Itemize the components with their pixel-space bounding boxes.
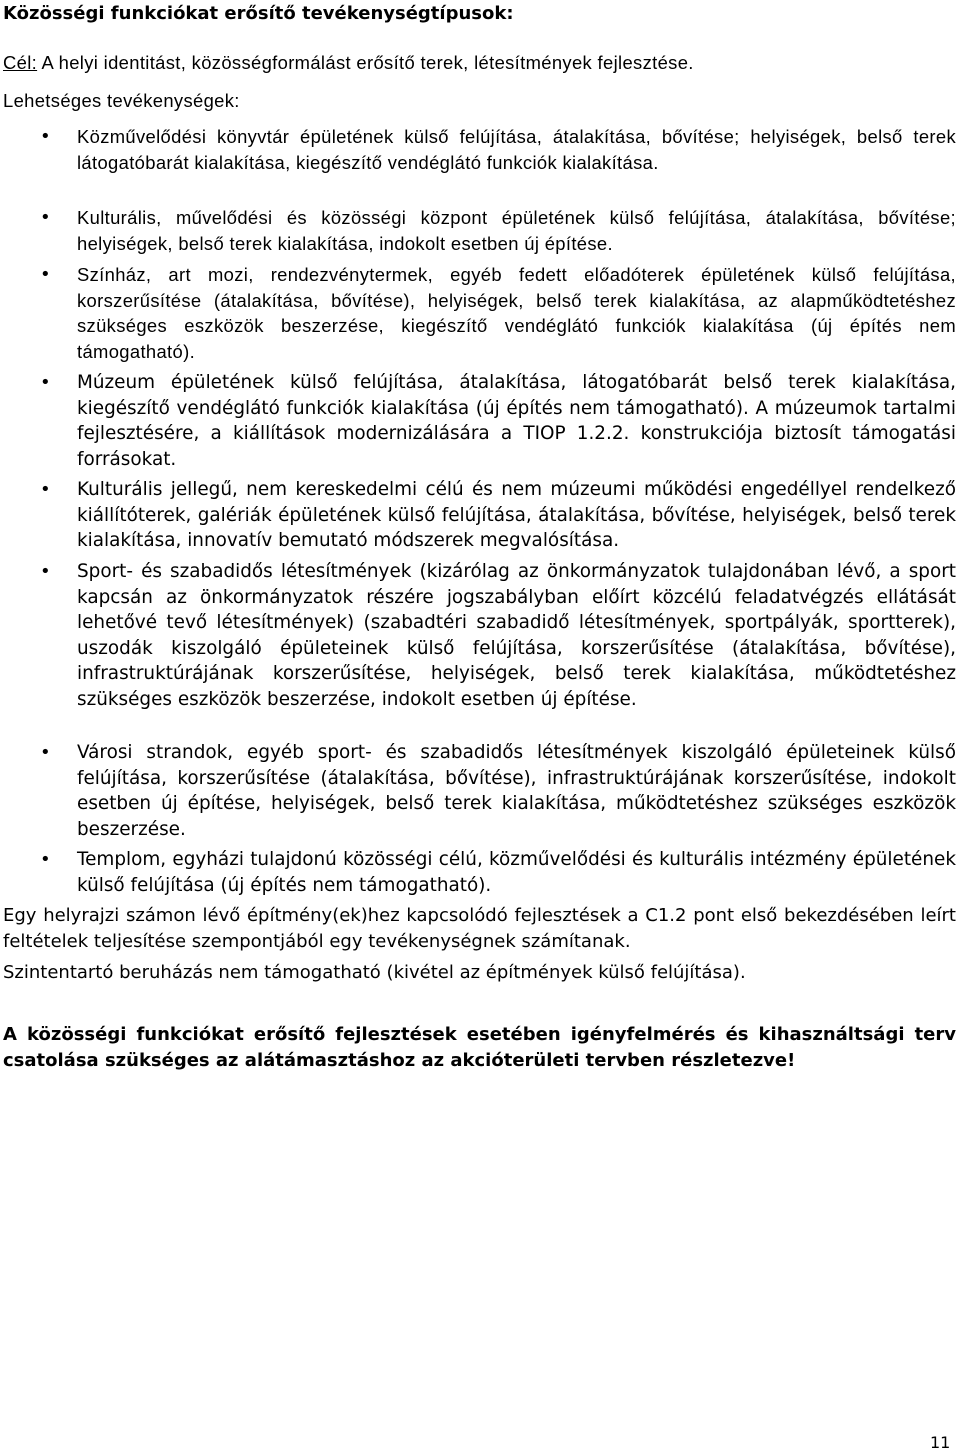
list-item-text: Sport- és szabadidős létesítmények (kizárólag az önkormányzatok tulajdonában lévő, a sport kapcsán az önkormányzatok részére jogszabályban előírt közcélú feladatvégzés ellátását lehetővé tevő létesítmények) (szabadtéri szabadidő létesítmények, sportpályák, sportterek), uszodák kiszolgáló épületeinek külső felújítása, korszerűsítése (átalakítása, bővítése), infrastruktúrájának korszerűsítése, helyiségek, belső terek kialakítása, működtetéshez szükséges eszközök beszerzése, indokolt esetben új építése.	[77, 561, 956, 710]
paragraph-development-counting: Egy helyrajzi számon lévő építmény(ek)hez kapcsolódó fejlesztések a C1.2 pont első bekezdésében leírt feltételek teljesítése szempontjából egy tevékenységnek számítanak.	[3, 905, 956, 952]
emphasis-paragraph: A közösségi funkciókat erősítő fejlesztések esetében igényfelmérés és kihasználtsági terv csatolása szükséges az alátámasztáshoz az akcióterületi tervben részletezve!	[3, 1024, 956, 1071]
bullet-icon: •	[40, 207, 51, 228]
list-item-text: Múzeum épületének külső felújítása, átalakítása, látogatóbarát belső terek kialakítása, kiegészítő vendéglátó funkciók kialakítása (új építés nem támogatható). A múzeumok tartalmi fejlesztésére, a kiállítások modernizálására a TIOP 1.2.2. konstrukciója biztosít támogatási forrásokat.	[77, 372, 956, 470]
page-number: 11	[930, 1433, 951, 1452]
section-heading: Közösségi funkciókat erősítő tevékenységtípusok:	[3, 3, 514, 24]
list-item-text: Kulturális jellegű, nem kereskedelmi célú és nem múzeumi működési engedéllyel rendelkező kiállítóterek, galériák épületének külső felújítása, átalakítása, bővítése, helyiségek, belső terek kialakítása, innovatív bemutató módszerek megvalósítása.	[77, 479, 956, 551]
bullet-icon: •	[40, 264, 51, 285]
list-item-text: Kulturális, művelődési és közösségi központ épületének külső felújítása, átalakítása, bővítése; helyiségek, belső terek kialakítása, indokolt esetben új építése.	[77, 207, 956, 254]
activities-label: Lehetséges tevékenységek:	[3, 90, 240, 111]
bullet-icon: •	[40, 742, 51, 763]
goal-line	[3, 50, 694, 76]
bullet-icon: •	[40, 849, 51, 870]
bullet-icon: •	[40, 479, 51, 500]
goal-text: A helyi identitást, közösségformálást erősítő terek, létesítmények fejlesztése.	[37, 52, 694, 73]
paragraph-maintenance-note: Szintentartó beruházás nem támogatható (kivétel az építmények külső felújítása).	[3, 962, 746, 983]
list-item-text: Színház, art mozi, rendezvénytermek, egyéb fedett előadóterek épületének külső felújítása, korszerűsítése (átalakítása, bővítése), helyiségek, belső terek kialakítása, az alapműködtetéshez szükséges eszközök beszerzése, kiegészítő vendéglátó funkciók kialakítása (új építés nem támogatható).	[77, 264, 956, 362]
bullet-icon: •	[40, 372, 51, 393]
list-item-text: Városi strandok, egyéb sport- és szabadidős létesítmények kiszolgáló épületeinek külső felújítása, korszerűsítése (átalakítása, bővítése), infrastruktúrájának korszerűsítése, indokolt esetben új építése, helyiségek, belső terek kialakítása, működtetéshez szükséges eszközök beszerzése.	[77, 742, 956, 840]
bullet-icon: •	[40, 126, 51, 147]
bullet-icon: •	[40, 561, 51, 582]
list-item-text: Közművelődési könyvtár épületének külső felújítása, átalakítása, bővítése; helyiségek, belső terek látogatóbarát kialakítása, kiegészítő vendéglátó funkciók kialakítása.	[77, 126, 956, 173]
goal-label: Cél:	[3, 52, 38, 73]
list-item-text: Templom, egyházi tulajdonú közösségi célú, közművelődési és kulturális intézmény épületének külső felújítása (új építés nem támogatható).	[77, 849, 956, 896]
